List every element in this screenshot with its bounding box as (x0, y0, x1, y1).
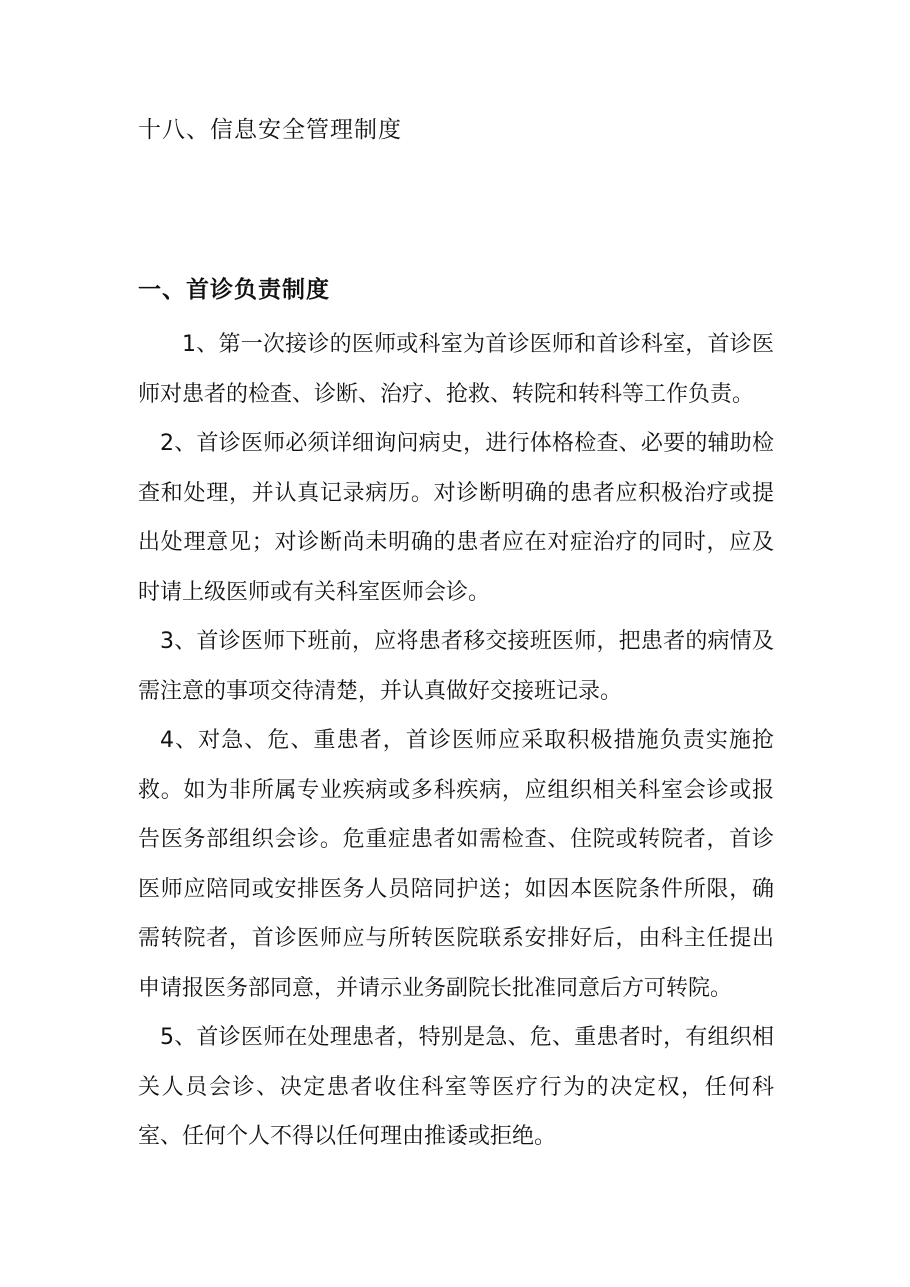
paragraph-4: 4、对急、危、重患者，首诊医师应采取积极措施负责实施抢救。如为非所属专业疾病或多科疾病，应组织相关科室会诊或报告医务部组织会诊。危重症患者如需检查、住院或转院者，首诊医师应陪同或安排医务人员陪同护送；如因本医院条件所限，确需转院者，首诊医师应与所转医院联系安排好后，由科主任提出申请报医务部同意，并请示业务副院长批准同意后方可转院。 (138, 728, 774, 1001)
paragraph-5: 5、首诊医师在处理患者，特别是急、危、重患者时，有组织相关人员会诊、决定患者收住科室等医疗行为的决定权，任何科室、任何个人不得以任何理由推诿或拒绝。 (138, 1025, 774, 1149)
section-body (138, 320, 774, 1162)
paragraph-2: 2、首诊医师必须详细询问病史，进行体格检查、必要的辅助检查和处理，并认真记录病历。对诊断明确的患者应积极治疗或提出处理意见；对诊断尚未明确的患者应在对症治疗的同时，应及时请上级医师或有关科室医师会诊。 (138, 431, 774, 605)
document-header-title: 十八、信息安全管理制度 (138, 117, 402, 143)
section-title: 一、首诊负责制度 (138, 277, 330, 303)
paragraph-3: 3、首诊医师下班前，应将患者移交接班医师，把患者的病情及需注意的事项交待清楚，并认真做好交接班记录。 (138, 629, 774, 704)
paragraph-1: 1、第一次接诊的医师或科室为首诊医师和首诊科室，首诊医师对患者的检查、诊断、治疗、抢救、转院和转科等工作负责。 (138, 332, 774, 407)
